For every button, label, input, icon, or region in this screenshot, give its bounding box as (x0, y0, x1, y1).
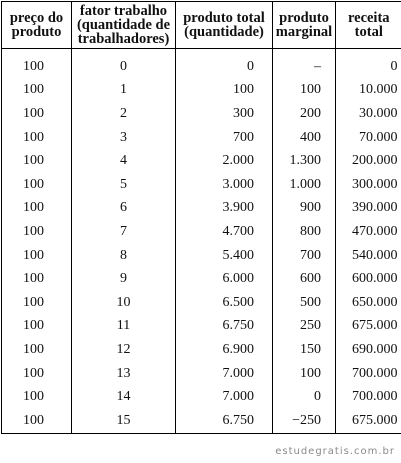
cell-preco: 100 (2, 149, 72, 173)
cell-produto-marginal: 100 (273, 79, 336, 103)
cell-produto-total: 4.700 (176, 220, 273, 244)
cell-produto-total: 3.000 (176, 173, 273, 197)
table-row (2, 291, 401, 315)
cell-fator-trabalho: 10 (72, 291, 176, 315)
cell-fator-trabalho: 11 (72, 315, 176, 339)
cell-produto-marginal: −250 (273, 409, 336, 433)
table-body (2, 49, 401, 434)
cell-fator-trabalho: 4 (72, 149, 176, 173)
cell-receita-total: 700.000 (336, 362, 401, 386)
cell-fator-trabalho: 14 (72, 385, 176, 409)
cell-fator-trabalho: 2 (72, 102, 176, 126)
cell-produto-total: 6.000 (176, 267, 273, 291)
cell-fator-trabalho: 12 (72, 338, 176, 362)
cell-produto-total: 5.400 (176, 244, 273, 268)
cell-produto-marginal: 100 (273, 362, 336, 386)
cell-receita-total: 0 (336, 49, 401, 79)
table-row (2, 362, 401, 386)
table-header (2, 2, 401, 49)
production-table (1, 1, 401, 434)
cell-fator-trabalho: 13 (72, 362, 176, 386)
cell-produto-total: 6.750 (176, 409, 273, 433)
cell-preco: 100 (2, 126, 72, 150)
cell-produto-total: 7.000 (176, 362, 273, 386)
header-produto-marginal: produto marginal (273, 2, 336, 49)
cell-preco: 100 (2, 197, 72, 221)
cell-receita-total: 70.000 (336, 126, 401, 150)
cell-produto-marginal: 900 (273, 197, 336, 221)
table-row (2, 149, 401, 173)
production-table-container (1, 1, 401, 434)
cell-produto-marginal: 200 (273, 102, 336, 126)
cell-receita-total: 390.000 (336, 197, 401, 221)
table-row (2, 197, 401, 221)
cell-produto-total: 3.900 (176, 197, 273, 221)
cell-receita-total: 540.000 (336, 244, 401, 268)
cell-produto-marginal: 400 (273, 126, 336, 150)
table-row (2, 220, 401, 244)
cell-receita-total: 675.000 (336, 315, 401, 339)
watermark-text: estudegratis.com.br (275, 446, 395, 457)
cell-produto-marginal: 1.300 (273, 149, 336, 173)
cell-receita-total: 10.000 (336, 79, 401, 103)
header-produto-total: produto total (quantidade) (176, 2, 273, 49)
cell-receita-total: 675.000 (336, 409, 401, 433)
table-row (2, 385, 401, 409)
cell-preco: 100 (2, 362, 72, 386)
cell-fator-trabalho: 6 (72, 197, 176, 221)
cell-preco: 100 (2, 79, 72, 103)
cell-preco: 100 (2, 102, 72, 126)
cell-preco: 100 (2, 315, 72, 339)
cell-produto-total: 0 (176, 49, 273, 79)
header-fator-trabalho: fator trabalho (quantidade de trabalhadores) (72, 2, 176, 49)
cell-preco: 100 (2, 385, 72, 409)
cell-preco: 100 (2, 244, 72, 268)
table-row (2, 267, 401, 291)
cell-fator-trabalho: 5 (72, 173, 176, 197)
cell-produto-marginal: 1.000 (273, 173, 336, 197)
cell-preco: 100 (2, 267, 72, 291)
header-row (2, 2, 401, 49)
header-receita-total: receita total (336, 2, 401, 49)
cell-fator-trabalho: 7 (72, 220, 176, 244)
cell-fator-trabalho: 3 (72, 126, 176, 150)
cell-preco: 100 (2, 409, 72, 433)
table-row (2, 49, 401, 79)
cell-produto-marginal: 0 (273, 385, 336, 409)
cell-preco: 100 (2, 173, 72, 197)
cell-produto-marginal: 700 (273, 244, 336, 268)
cell-preco: 100 (2, 49, 72, 79)
cell-preco: 100 (2, 220, 72, 244)
cell-receita-total: 200.000 (336, 149, 401, 173)
cell-produto-marginal: 800 (273, 220, 336, 244)
cell-fator-trabalho: 1 (72, 79, 176, 103)
table-row (2, 244, 401, 268)
table-row (2, 315, 401, 339)
table-row (2, 126, 401, 150)
table-row (2, 79, 401, 103)
table-row (2, 173, 401, 197)
cell-produto-total: 300 (176, 102, 273, 126)
cell-receita-total: 30.000 (336, 102, 401, 126)
cell-receita-total: 600.000 (336, 267, 401, 291)
cell-produto-total: 6.500 (176, 291, 273, 315)
cell-produto-total: 2.000 (176, 149, 273, 173)
cell-produto-total: 6.900 (176, 338, 273, 362)
cell-produto-marginal: 500 (273, 291, 336, 315)
cell-produto-marginal: 250 (273, 315, 336, 339)
cell-produto-marginal: – (273, 49, 336, 79)
cell-receita-total: 300.000 (336, 173, 401, 197)
cell-preco: 100 (2, 291, 72, 315)
header-preco-do-produto: preço do produto (2, 2, 72, 49)
cell-receita-total: 690.000 (336, 338, 401, 362)
cell-produto-total: 6.750 (176, 315, 273, 339)
cell-fator-trabalho: 9 (72, 267, 176, 291)
table-row (2, 409, 401, 433)
cell-fator-trabalho: 8 (72, 244, 176, 268)
cell-produto-marginal: 600 (273, 267, 336, 291)
table-row (2, 338, 401, 362)
cell-produto-marginal: 150 (273, 338, 336, 362)
cell-produto-total: 7.000 (176, 385, 273, 409)
cell-fator-trabalho: 15 (72, 409, 176, 433)
cell-produto-total: 100 (176, 79, 273, 103)
cell-preco: 100 (2, 338, 72, 362)
table-row (2, 102, 401, 126)
cell-receita-total: 470.000 (336, 220, 401, 244)
cell-receita-total: 650.000 (336, 291, 401, 315)
cell-receita-total: 700.000 (336, 385, 401, 409)
cell-fator-trabalho: 0 (72, 49, 176, 79)
cell-produto-total: 700 (176, 126, 273, 150)
